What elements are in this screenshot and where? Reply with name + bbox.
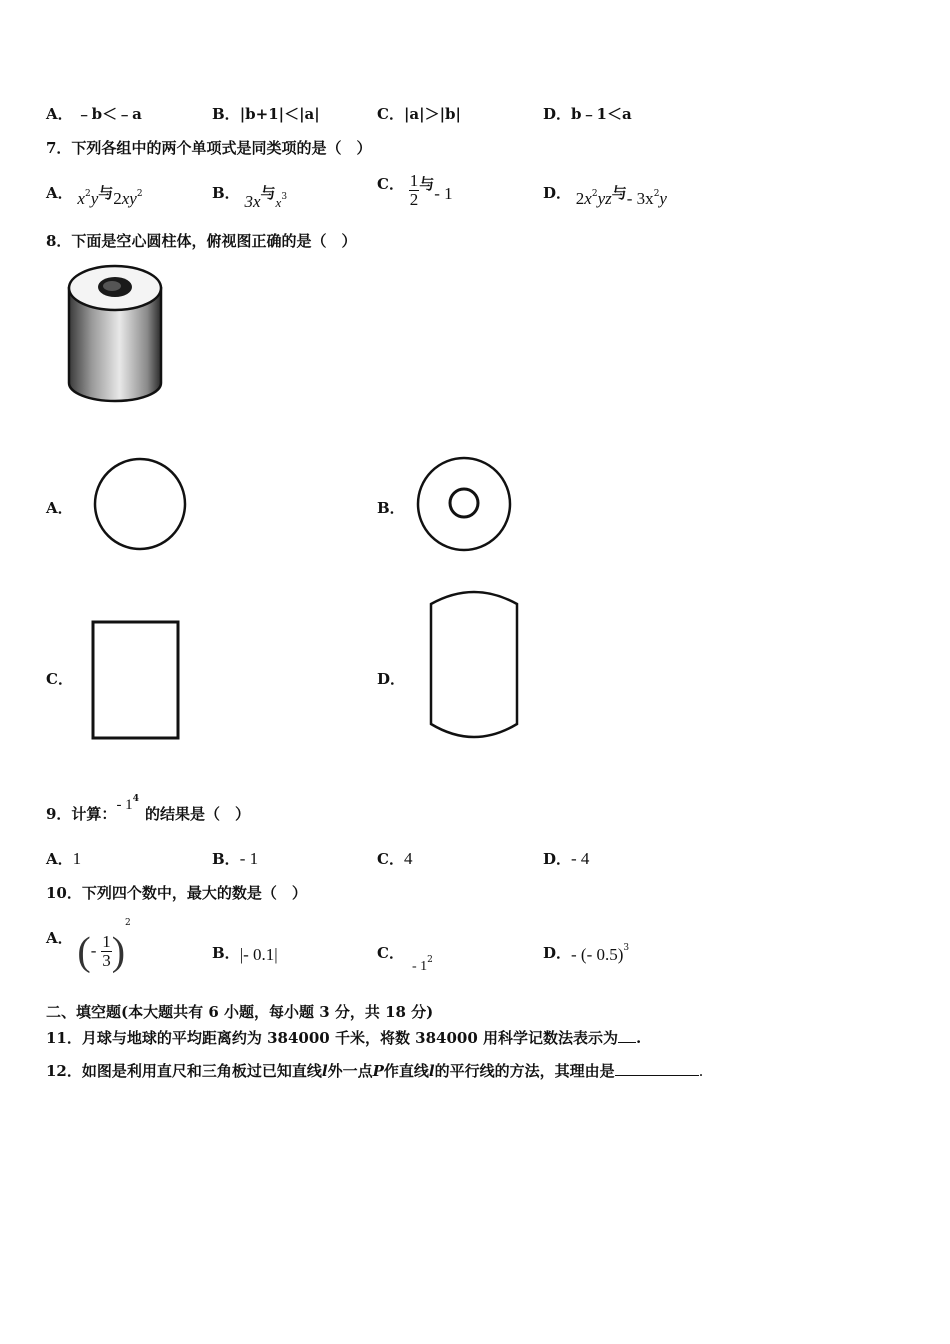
q6-option-c: C．|a|＞|b| bbox=[377, 105, 461, 123]
q6-option-a: A． ﹣b＜﹣a bbox=[46, 105, 142, 123]
q8-option-a-label: A． bbox=[46, 499, 73, 517]
section-2-title: 二、填空题(本大题共有 6 小题，每小题 3 分，共 18 分) bbox=[46, 1003, 434, 1021]
q7-option-a: A． $x^2y$与$2xy^2$ bbox=[46, 184, 143, 208]
q11-answer-blank[interactable] bbox=[618, 1042, 636, 1043]
q8-option-d-label: D． bbox=[377, 670, 406, 688]
q8-option-c-rectangle bbox=[88, 618, 184, 744]
q6-option-d: D．b﹣1＜a bbox=[543, 105, 632, 123]
q7-option-b: B． 3x与$x^3$ bbox=[212, 184, 288, 211]
q10-option-b: B．|- 0.1| bbox=[212, 944, 278, 964]
q12-text: 12．如图是利用直尺和三角板过已知直线l外一点P作直线l的平行线的方法，其理由是 . bbox=[46, 1062, 704, 1080]
q9-option-b: B．- 1 bbox=[212, 849, 259, 868]
q8-stem: 8．下面是空心圆柱体，俯视图正确的是（ ） bbox=[46, 232, 357, 250]
q12-answer-blank[interactable] bbox=[615, 1075, 699, 1076]
q10-option-a: A． (- $\frac{1}{3}$ )$^2$ bbox=[46, 918, 131, 974]
q9-option-a: A．1 bbox=[46, 849, 82, 868]
q8-option-c-label: C． bbox=[46, 670, 73, 688]
q8-option-b-label: B． bbox=[377, 499, 405, 517]
q9-option-d: D．- 4 bbox=[543, 849, 590, 868]
q7-option-c: C． $\frac{1}{2}$ 与- 1 bbox=[377, 171, 453, 209]
q8-option-b-concentric-circles bbox=[414, 454, 514, 554]
q10-stem: 10．下列四个数中，最大的数是（ ） bbox=[46, 884, 307, 902]
q6-option-b: B．|b+1|＜|a| bbox=[212, 105, 320, 123]
q11-text: 11．月球与地球的平均距离约为 384000 千米，将数 384000 用科学记数法表示为 . bbox=[46, 1029, 642, 1047]
q8-option-a-circle bbox=[90, 455, 190, 553]
q8-option-d-barrel bbox=[425, 588, 523, 746]
q10-option-c: C．- $1^2$ bbox=[377, 944, 433, 974]
q9-stem: 9．计算：- $1^4$的结果是（ ） bbox=[46, 794, 250, 823]
q7-option-d: D． $2x^2yz$与- $3x^2y$ bbox=[543, 184, 667, 208]
q7-stem: 7．下列各组中的两个单项式是同类项的是（ ） bbox=[46, 139, 372, 157]
hollow-cylinder-figure bbox=[62, 258, 172, 408]
q9-option-c: C．4 bbox=[377, 849, 413, 868]
q10-option-d: D．- (- 0.5)$^3$ bbox=[543, 943, 630, 964]
